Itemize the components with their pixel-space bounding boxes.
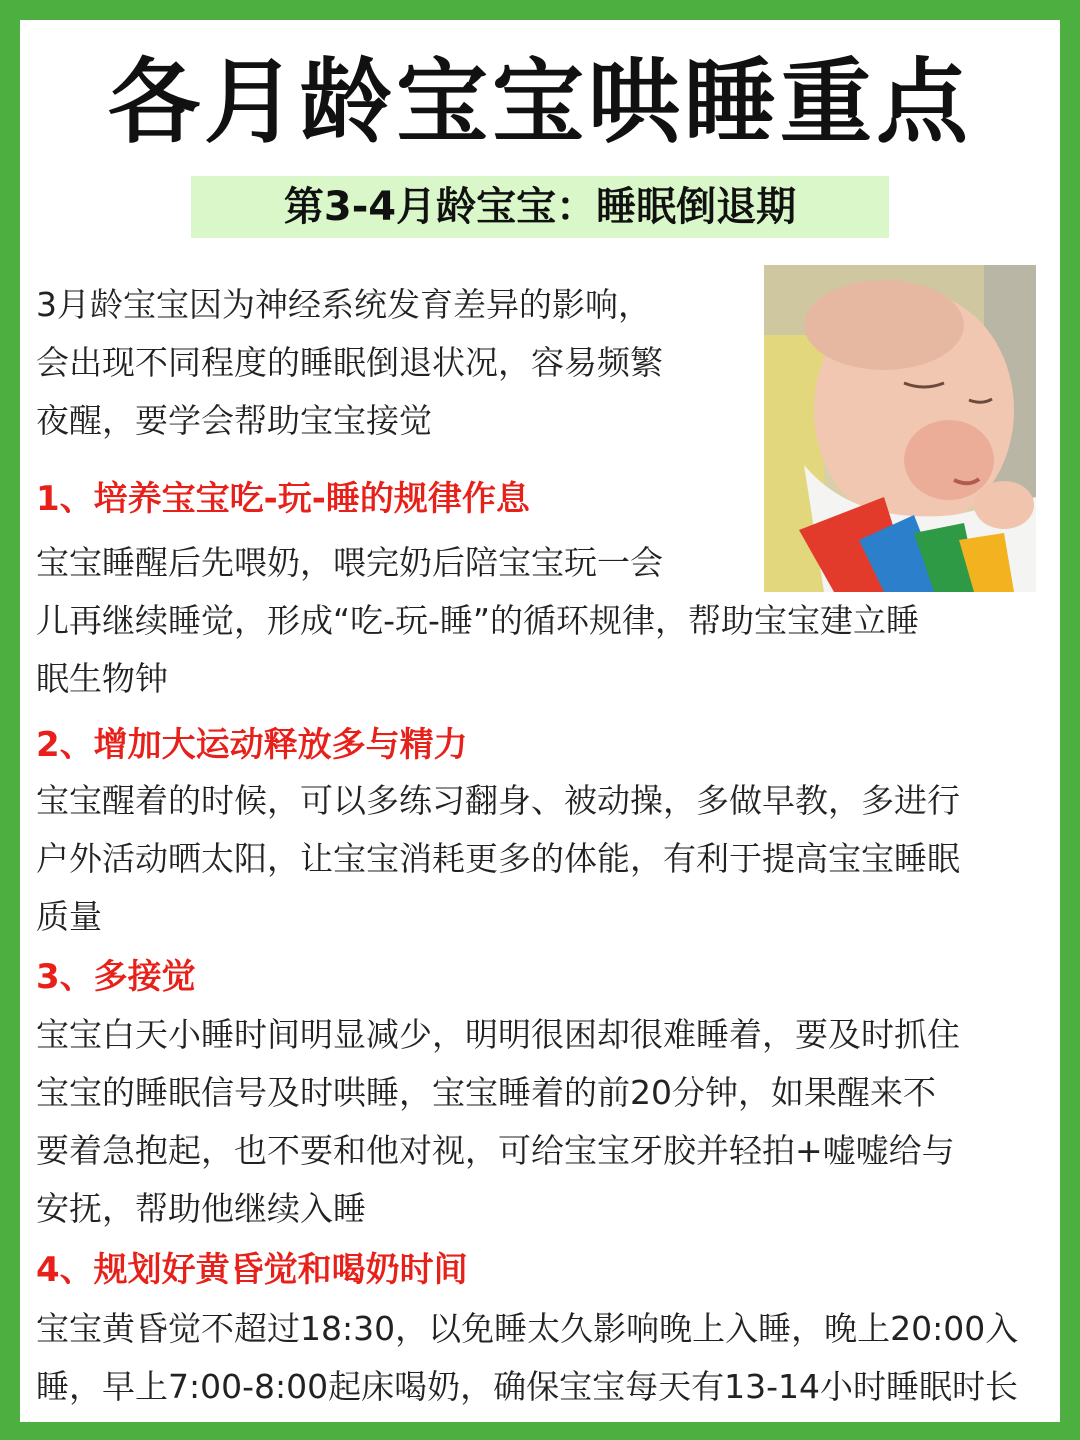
section-2-body <box>36 772 960 946</box>
intro-line: 夜醒，要学会帮助宝宝接觉 <box>36 401 432 440</box>
page-title: 各月龄宝宝哄睡重点 <box>107 49 972 156</box>
section-3-body <box>36 1006 960 1238</box>
section-1-heading: 1、培养宝宝吃-玩-睡的规律作息 <box>36 479 530 519</box>
intro-line: 会出现不同程度的睡眠倒退状况，容易频繁 <box>36 343 663 382</box>
body-line: 要着急抱起，也不要和他对视，可给宝宝牙胶并轻拍+嘘嘘给与 <box>36 1131 955 1170</box>
body-line: 眠生物钟 <box>36 659 168 698</box>
body-line: 睡，早上7:00-8:00起床喝奶，确保宝宝每天有13-14小时睡眠时长 <box>36 1367 1019 1406</box>
section-4-body <box>36 1300 1018 1416</box>
section-2-heading: 2、增加大运动释放多与精力 <box>36 725 468 765</box>
body-line: 宝宝白天小睡时间明显减少，明明很困却很难睡着，要及时抓住 <box>36 1015 960 1054</box>
body-line: 儿再继续睡觉，形成“吃-玩-睡”的循环规律，帮助宝宝建立睡 <box>36 601 920 640</box>
section-3-heading: 3、多接觉 <box>36 957 196 997</box>
section-4-heading: 4、规划好黄昏觉和喝奶时间 <box>36 1250 468 1290</box>
body-line: 宝宝的睡眠信号及时哄睡，宝宝睡着的前20分钟，如果醒来不 <box>36 1073 936 1112</box>
body-line: 户外活动晒太阳，让宝宝消耗更多的体能，有利于提高宝宝睡眠 <box>36 839 960 878</box>
body-line: 宝宝黄昏觉不超过18:30，以免睡太久影响晚上入睡，晚上20:00入 <box>36 1309 1019 1348</box>
intro-paragraph <box>36 276 663 450</box>
intro-line: 3月龄宝宝因为神经系统发育差异的影响， <box>36 285 651 324</box>
body-line: 质量 <box>36 897 102 936</box>
body-line: 宝宝醒着的时候，可以多练习翻身、被动操，多做早教，多进行 <box>36 781 960 820</box>
body-line: 宝宝睡醒后先喂奶，喂完奶后陪宝宝玩一会 <box>36 543 663 582</box>
document-page <box>20 20 1060 1422</box>
body-line: 安抚，帮助他继续入睡 <box>36 1189 366 1228</box>
section-1-body <box>36 534 919 708</box>
subtitle-banner <box>191 176 889 238</box>
subtitle-text: 第3-4月龄宝宝：睡眠倒退期 <box>283 184 797 230</box>
